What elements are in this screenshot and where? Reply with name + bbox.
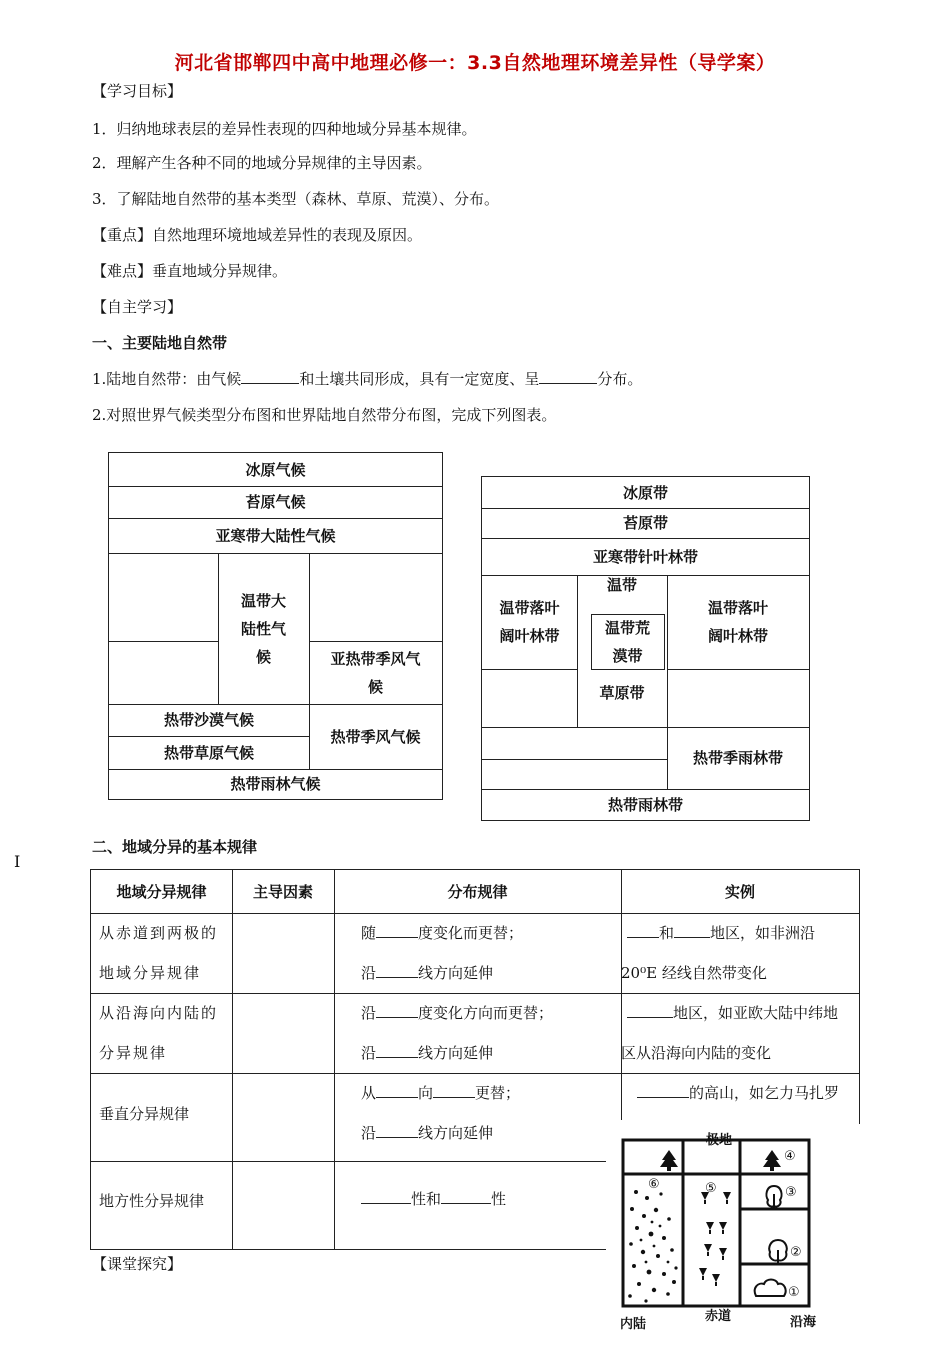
row1-dist-d: 线方向延伸 [418,964,494,982]
answer-blank[interactable] [441,1189,491,1204]
self-study-header: 【自主学习】 [92,298,183,316]
row2-example [621,993,859,1073]
diagram-label-pole: 极地 [706,1133,733,1148]
row3-distribution [361,1073,616,1153]
deciduous-tree-icon [769,1240,786,1264]
row2-dist-a: 沿 [361,1004,377,1022]
diagram-figure [606,1124,860,1344]
answer-blank[interactable] [627,1003,673,1018]
row3-dist-a: 从 [361,1084,377,1102]
objectives-header: 【学习目标】 [92,82,183,100]
answer-blank[interactable] [637,1083,689,1098]
climate-tropical-desert: 热带沙漠气候 [163,711,254,729]
zone-ice-cap: 冰原带 [622,483,668,502]
zone-steppe: 草原带 [599,684,645,702]
natural-zone-table [481,476,810,821]
answer-blank[interactable] [376,1043,418,1058]
class-explore-header: 【课堂探究】 [92,1255,183,1273]
answer-blank[interactable] [376,963,418,978]
row1-example-b: 地区，如非洲沿 [710,924,816,942]
diagram-mark-1: ① [788,1285,800,1300]
objective-1: 1．归纳地球表层的差异性表现的四种地域分异基本规律。 [92,120,477,138]
climate-temperate-continental: 温带大 陆性气 候 [240,591,286,666]
diagram-mark-2: ② [790,1245,802,1260]
diagram-mark-4: ④ [784,1149,796,1164]
climate-tundra: 苔原气候 [245,493,306,511]
row2-name-line1: 从沿海向内陆的 [99,1004,219,1022]
answer-blank[interactable] [674,923,710,938]
zone-tundra: 苔原带 [622,514,668,532]
row1-name-line2: 地域分异规律 [99,964,202,982]
answer-blank[interactable] [539,369,597,384]
broadleaf-tree-icon [766,1186,781,1210]
diagram-label-coast: 沿海 [790,1315,817,1330]
header-example: 实例 [724,883,755,901]
vegetation-diagram [606,1124,860,1344]
climate-subtropical-monsoon: 亚热带季风气 候 [330,649,421,696]
diagram-mark-6: ⑥ [648,1177,660,1192]
climate-tropical-rainforest: 热带雨林气候 [230,775,321,793]
conifer-icon [660,1150,678,1171]
zone-broadleaf-left: 温带落叶 阔叶林带 [499,599,560,645]
row4-name: 地方性分异规律 [99,1192,205,1210]
desert-dots-icon [628,1190,677,1303]
row2-example-b: 区从沿海向内陆的变化 [621,1044,772,1062]
diagram-mark-5: ⑤ [705,1181,717,1196]
diagram-label-inland: 内陆 [620,1317,647,1332]
header-regularity: 地域分异规律 [116,883,207,901]
answer-blank[interactable] [376,1003,418,1018]
climate-tropical-monsoon: 热带季风气候 [330,727,421,746]
section2-heading: 二、地域分异的基本规律 [92,838,258,856]
zone-broadleaf-right: 温带落叶 阔叶林带 [707,599,768,645]
question-1-part-c: 分布。 [597,370,643,388]
question-1-part-b: 和土壤共同形成，具有一定宽度、呈 [299,370,540,388]
zone-tropical-monsoon-forest: 热带季雨林带 [692,749,783,767]
row3-dist-d: 沿 [361,1124,377,1142]
row3-example [637,1073,859,1113]
key-point: 【重点】自然地理环境地域差异性的表现及原因。 [92,226,423,244]
row2-dist-b: 度变化方向而更替； [418,1004,554,1022]
row2-name-line2: 分异规律 [99,1044,168,1062]
answer-blank[interactable] [241,369,299,384]
zone-temperate-label: 温带 [606,576,637,594]
row1-example-a: 和 [659,924,675,942]
row3-name: 垂直分异规律 [99,1105,190,1123]
row4-dist-a: 性和 [411,1190,442,1208]
difficult-point: 【难点】垂直地域分异规律。 [92,262,288,280]
climate-table [108,452,443,800]
answer-blank[interactable] [376,923,418,938]
section1-heading: 一、主要陆地自然带 [92,334,228,352]
climate-tropical-savanna: 热带草原气候 [163,743,254,762]
rainforest-tree-icon [755,1280,786,1297]
row2-example-a: 地区，如亚欧大陆中纬地 [673,1004,839,1022]
row4-distribution [361,1179,616,1219]
question-1 [92,368,642,389]
answer-blank[interactable] [627,923,659,938]
question-2: 2.对照世界气候类型分布图和世界陆地自然带分布图，完成下列图表。 [92,406,557,424]
row1-example-c: 20⁰E 经线自然带变化 [621,964,767,982]
row1-name-line1: 从赤道到两极的 [99,924,219,942]
zone-tropical-rainforest: 热带雨林带 [607,795,683,814]
row3-dist-e: 线方向延伸 [418,1124,494,1142]
zone-taiga: 亚寒带针叶林带 [592,547,698,566]
zone-temperate-desert: 温带荒 漠带 [604,618,650,665]
climate-subarctic: 亚寒带大陆性气候 [215,526,336,545]
row1-distribution [361,913,616,993]
diagram-mark-3: ③ [785,1185,797,1200]
page-title: 河北省邯郸四中高中地理必修一：3.3自然地理环境差异性（导学案） [174,52,776,74]
row1-name [99,913,229,993]
row3-dist-c: 更替； [475,1084,521,1102]
objective-3: 3．了解陆地自然带的基本类型（森林、草原、荒漠）、分布。 [92,190,500,208]
row2-dist-d: 线方向延伸 [418,1044,494,1062]
answer-blank[interactable] [433,1083,475,1098]
header-distribution: 分布规律 [447,883,508,901]
row1-dist-a: 随 [361,924,377,942]
conifer-icon [763,1150,781,1171]
row3-example-a: 的高山，如乞力马扎罗 [689,1084,840,1102]
answer-blank[interactable] [376,1083,418,1098]
margin-mark: I [14,852,21,871]
row2-distribution [361,993,616,1073]
objective-2: 2．理解产生各种不同的地域分异规律的主导因素。 [92,154,432,172]
row2-name [99,993,229,1073]
answer-blank[interactable] [361,1189,411,1204]
question-1-part-a: 1.陆地自然带：由气候 [92,370,242,388]
row1-dist-b: 度变化而更替； [418,924,524,942]
diagram-label-equator: 赤道 [705,1309,732,1324]
grass-icon [699,1192,731,1286]
row1-example [621,913,859,993]
answer-blank[interactable] [376,1123,418,1138]
row3-dist-b: 向 [418,1084,434,1102]
row1-dist-c: 沿 [361,964,377,982]
header-factor: 主导因素 [252,883,313,901]
row4-dist-b: 性 [491,1190,507,1208]
row2-dist-c: 沿 [361,1044,377,1062]
climate-ice-cap: 冰原气候 [245,460,306,479]
